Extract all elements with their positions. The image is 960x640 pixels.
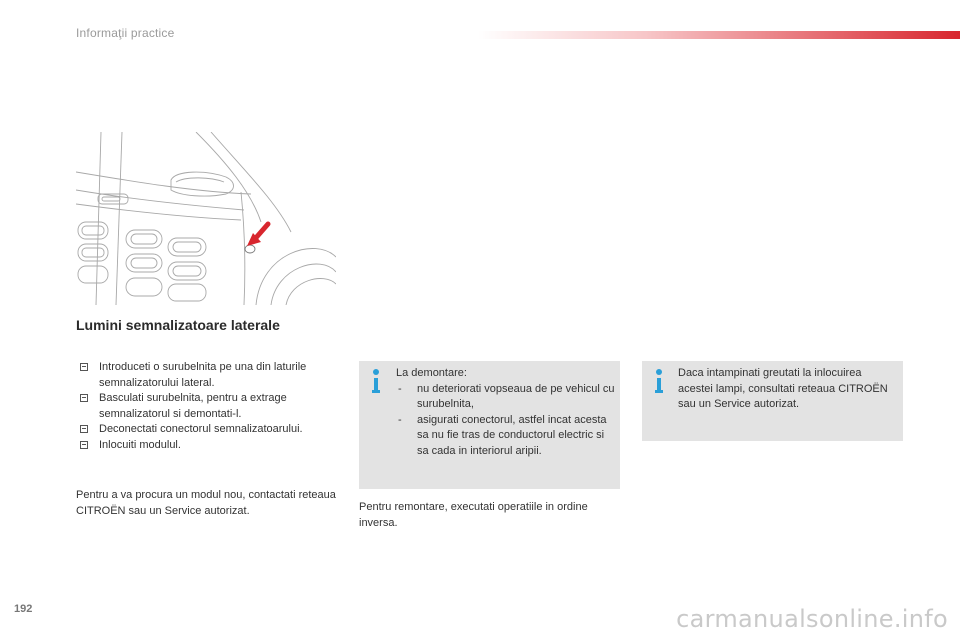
info-box-item: - nu deteriorati vopseaua de pe vehicul cu surubelnita, (398, 382, 615, 410)
page-number: 192 (14, 603, 33, 615)
step-item: Deconectati conectorul semnalizatoarului. (76, 422, 341, 438)
info-box-intro: La demontare: (396, 367, 467, 379)
info-box-help (642, 361, 903, 441)
header-accent-bar (478, 31, 960, 39)
info-box-item: - asigurati conectorul, astfel incat acesta sa nu fie tras de conductorul electric si sa cada in interiorul aripii. (398, 413, 607, 457)
step-list (76, 360, 341, 453)
section-label: Informaţii practice (76, 26, 175, 40)
checkbox-square-icon (80, 394, 88, 402)
reassembly-note: Pentru remontare, executati operatiile in ordine inversa. (359, 501, 588, 529)
step-item: Introduceti o surubelnita pe una din laturile semnalizatorului lateral. (76, 360, 341, 391)
car-side-illustration (76, 132, 336, 305)
checkbox-square-icon (80, 363, 88, 371)
info-box-help-text: Daca intampinati greutati la inlocuirea acestei lampi, consultati reteaua CITROËN sau un Service autorizat. (678, 367, 888, 410)
info-box-removal (359, 361, 620, 489)
section-heading: Lumini semnalizatoare laterale (76, 317, 280, 333)
red-arrow-icon (247, 224, 268, 246)
checkbox-square-icon (80, 425, 88, 433)
info-icon (371, 369, 381, 393)
info-icon (654, 369, 664, 393)
step-item: Basculati surubelnita, pentru a extrage semnalizatorul si demontati-l. (76, 391, 341, 422)
replacement-note: Pentru a va procura un modul nou, contactati reteaua CITROËN sau un Service autorizat. (76, 489, 336, 517)
site-watermark: carmanualsonline.info (676, 605, 948, 633)
checkbox-square-icon (80, 441, 88, 449)
step-item: Inlocuiti modulul. (76, 438, 341, 454)
